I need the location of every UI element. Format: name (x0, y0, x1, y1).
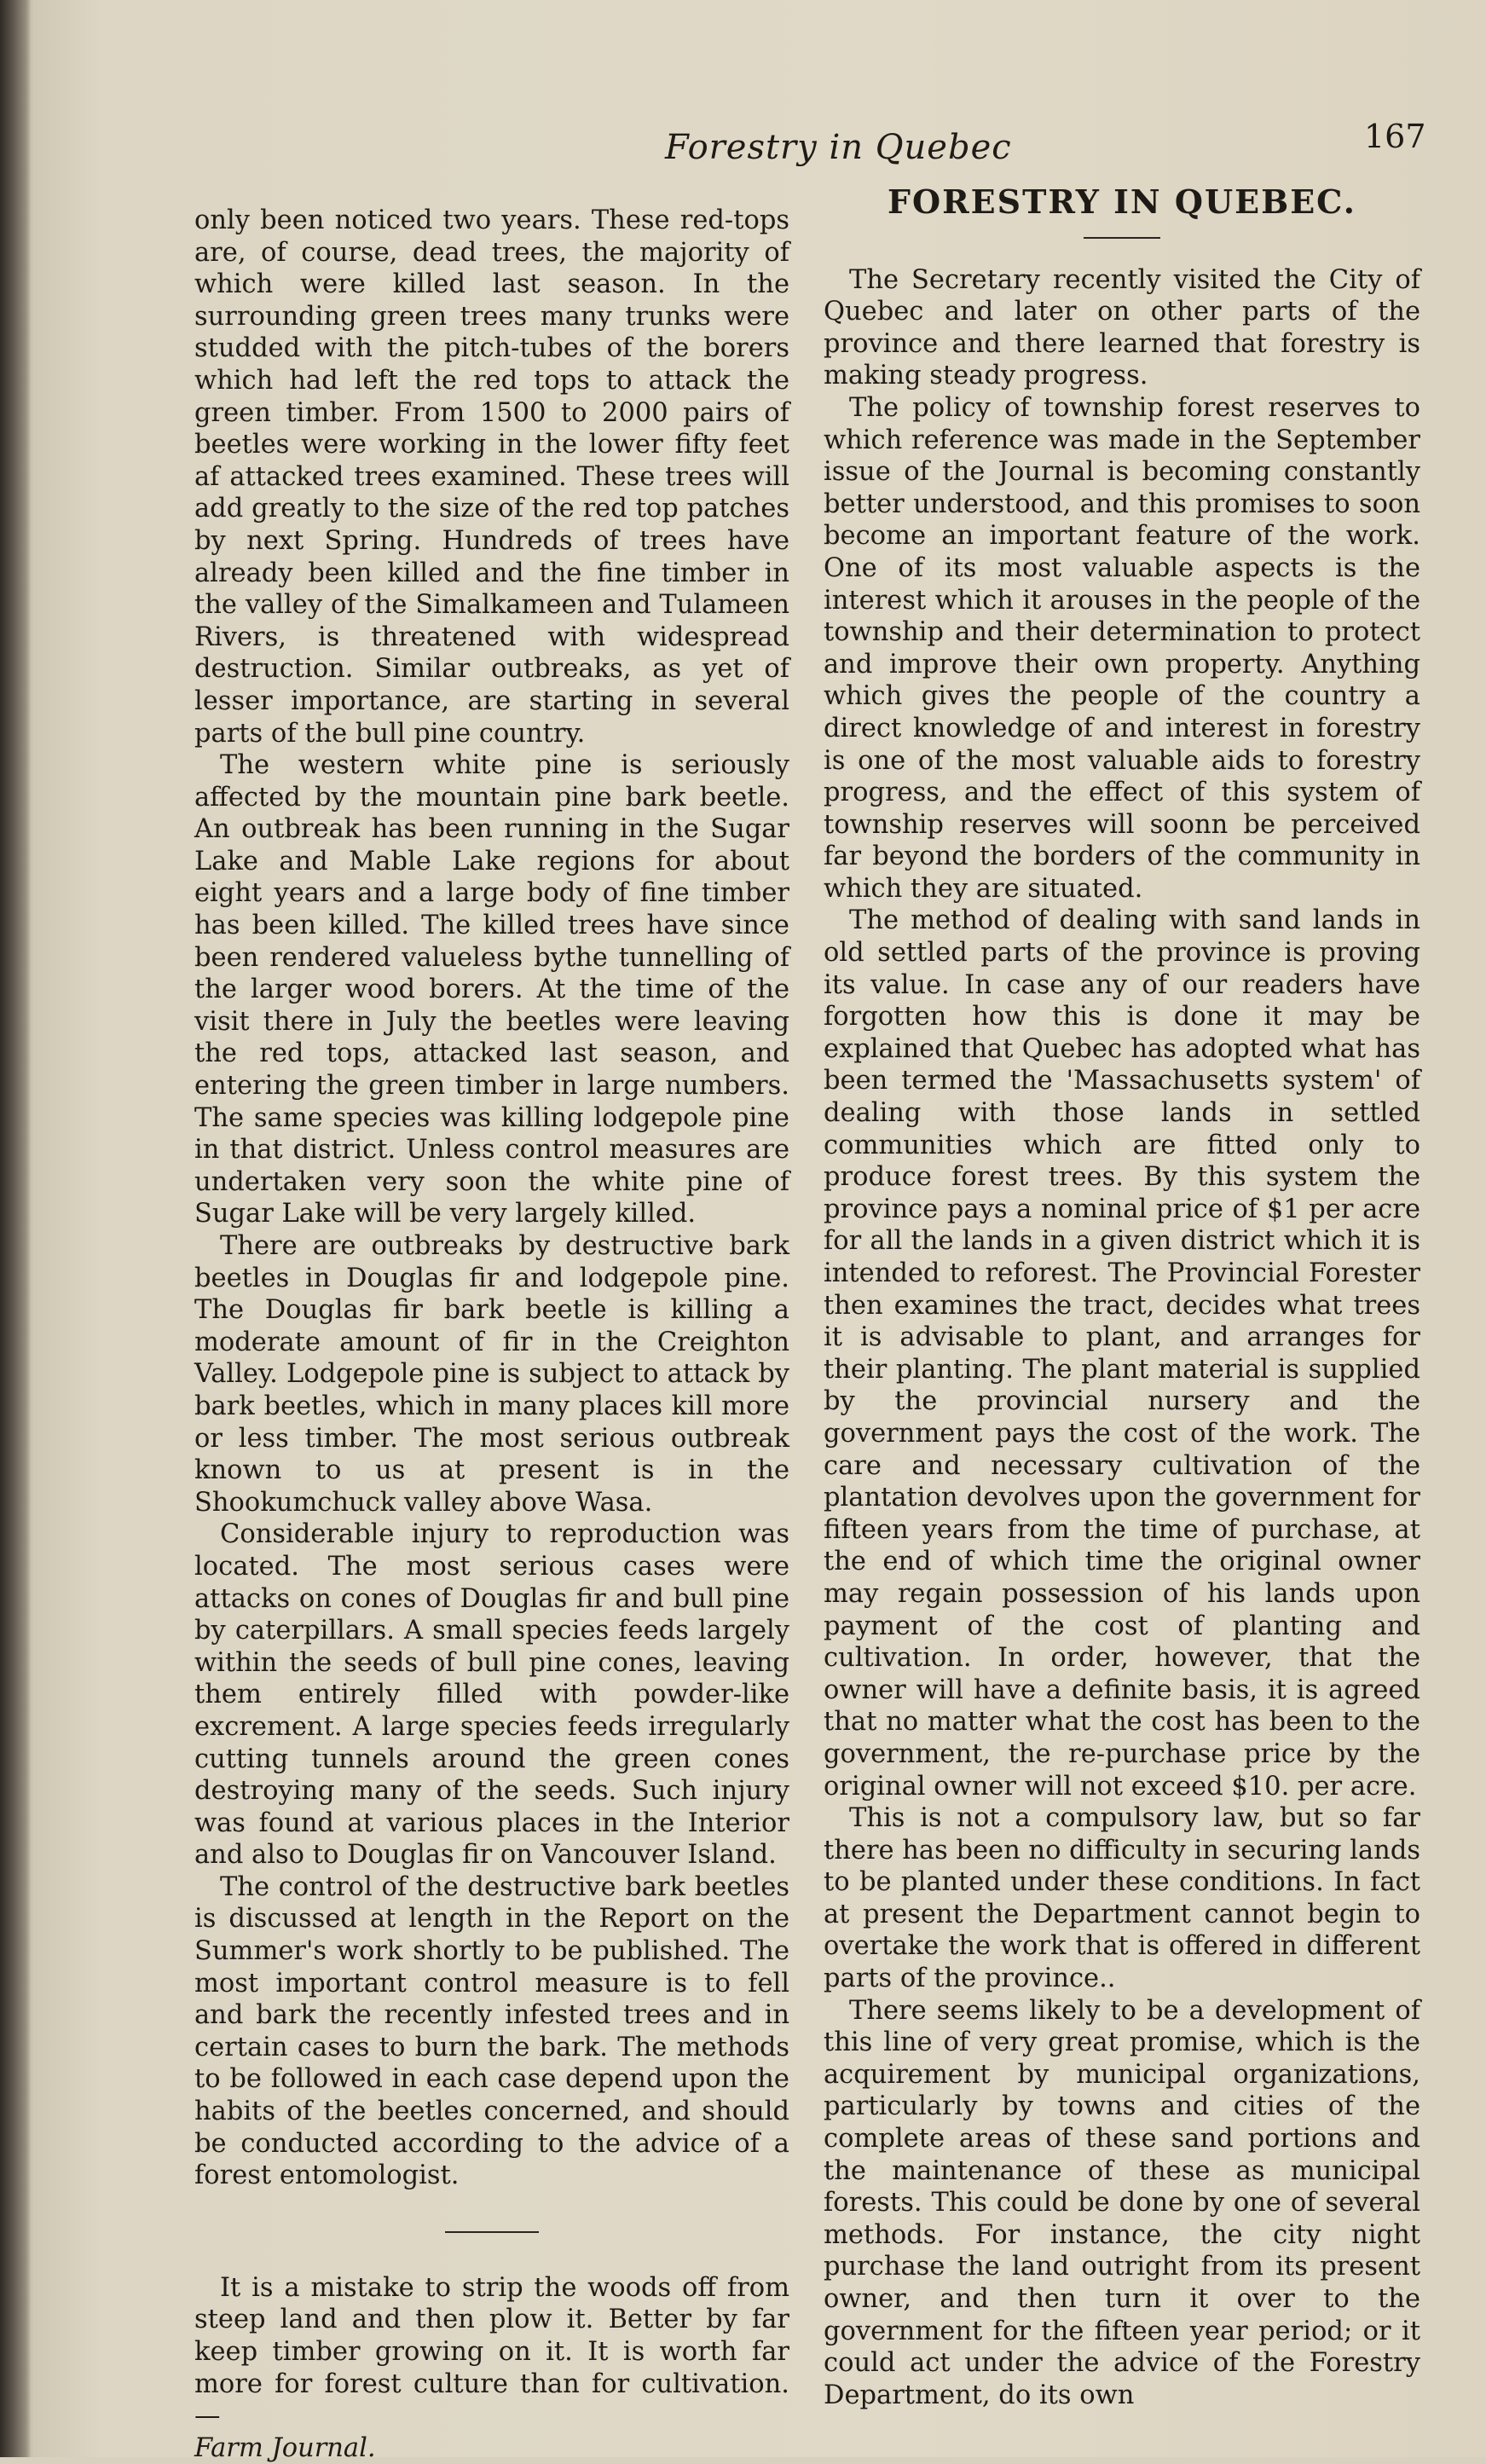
paragraph: There are outbreaks by destructive bark beetles in Douglas fir and lodgepole pine. The Douglas fir bark beetle is killing a moderate amount of fir in the Creighton Valley. Lodgepole pine is subject to attack by bark beetles, which in many places kill more or less timber. The most serious outbreak known to us at present is in the Shookumchuck valley above Wasa. (194, 1231, 789, 1518)
paragraph: The control of the destructive bark beetles is discussed at length in the Report on the Summer's work shortly to be published. The most important control measure is to fell and bark the recently infested trees and in certain cases to burn the bark. The methods to be followed in each case depend upon the habits of the beetles concerned, and should be conducted according to the advice of a forest entomologist. (194, 1871, 789, 2191)
paragraph: There seems likely to be a development of this line of very great promise, which is the acquirement by municipal organizations, particularly by towns and cities of the complete areas of these sand portions and the maintenance of these as municipal forests. This could be done by one of several methods. For instance, the city night purchase the land outright from its present owner, and then turn it over to the government for the fifteen year period; or it could act under the advice of the Forestry Department, do its own (824, 1995, 1420, 2410)
page-number: 167 (1364, 118, 1426, 155)
book-spine-shadow (0, 0, 31, 2457)
right-column (824, 182, 1420, 2411)
quote-body: It is a mistake to strip the woods off from steep land and then plow it. Better by far keep timber growing on it. It is worth far more for forest culture than for cultivation.— (194, 2272, 789, 2432)
article-title: FORESTRY IN QUEBEC. (888, 182, 1356, 221)
paragraph: The method of dealing with sand lands in old settled parts of the province is proving its value. In case any of our readers have forgotten how this is done it may be explained that Quebec has adopted what has been termed the 'Massachusetts system' of dealing with those lands in settled communities which are fitted only to produce forest trees. By this system the province pays a nominal price of $1 per acre for all the lands in a given district which it is intended to reforest. The Provincial Forester then examines the tract, decides what trees it is advisable to plant, and arranges for their planting. The plant material is supplied by the provincial nursery and the government pays the cost of the work. The care and necessary cultivation of the plantation devolves upon the government for fifteen years from the time of purchase, at the end of which time the original owner may regain possession of his lands upon payment of the cost of planting and cultivation. In order, however, that the owner will have a definite basis, it is agreed that no matter what the cost has been to the government, the re-purchase price by the original owner will not exceed $10. per acre. (824, 905, 1420, 1802)
quote-text (194, 2272, 789, 2464)
filler-quote (194, 2272, 789, 2464)
title-rule (1084, 237, 1160, 239)
paragraph: This is not a compulsory law, but so far there has been no difficulty in securing lands to be planted under these conditions. In fact at present the Department cannot begin to overtake the work that is offered in different parts of the province.. (824, 1803, 1420, 1994)
section-divider (445, 2231, 539, 2233)
quote-source: Farm Journal. (194, 2432, 376, 2463)
paragraph: Considerable injury to reproduction was located. The most serious cases were attacks on cones of Douglas fir and bull pine by caterpillars. A small species feeds largely within the seeds of bull pine cones, leaving them entirely filled with powder-like excrement. A large species feeds irregularly cutting tunnels around the green cones destroying many of the seeds. Such injury was found at various places in the Interior and also to Douglas fir on Vancouver Island. (194, 1519, 789, 1871)
paragraph: The policy of township forest reserves to which reference was made in the September issue of the Journal is becoming constantly better understood, and this promises to soon become an important feature of the work. One of its most valuable aspects is the interest which it arouses in the people of the township and their determination to protect and improve their own property. Anything which gives the people of the country a direct knowledge of and interest in forestry is one of the most valuable aids to forestry progress, and the effect of this system of township reserves will soonn be perceived far beyond the borders of the community in which they are situated. (824, 392, 1420, 904)
paragraph: The Secretary recently visited the City of Quebec and later on other parts of the province and there learned that forestry is making steady progress. (824, 264, 1420, 391)
left-column (194, 205, 789, 2464)
running-head: Forestry in Quebec (665, 128, 1012, 167)
paragraph: The western white pine is seriously affected by the mountain pine bark beetle. An outbreak has been running in the Sugar Lake and Mable Lake regions for about eight years and a large body of fine timber has been killed. The killed trees have since been rendered valueless bythe tunnelling of the larger wood borers. At the time of the visit there in July the beetles were leaving the red tops, attacked last season, and entering the green timber in large numbers. The same species was killing lodgepole pine in that district. Unless control measures are undertaken very soon the white pine of Sugar Lake will be very largely killed. (194, 750, 789, 1229)
paragraph: only been noticed two years. These red-tops are, of course, dead trees, the majority of which were killed last season. In the surrounding green trees many trunks were studded with the pitch-tubes of the borers which had left the red tops to attack the green timber. From 1500 to 2000 pairs of beetles were working in the lower fifty feet af attacked trees examined. These trees will add greatly to the size of the red top patches by next Spring. Hundreds of trees have already been killed and the fine timber in the valley of the Simalkameen and Tulameen Rivers, is threatened with widespread destruction. Similar outbreaks, as yet of lesser importance, are starting in several parts of the bull pine country. (194, 205, 789, 749)
